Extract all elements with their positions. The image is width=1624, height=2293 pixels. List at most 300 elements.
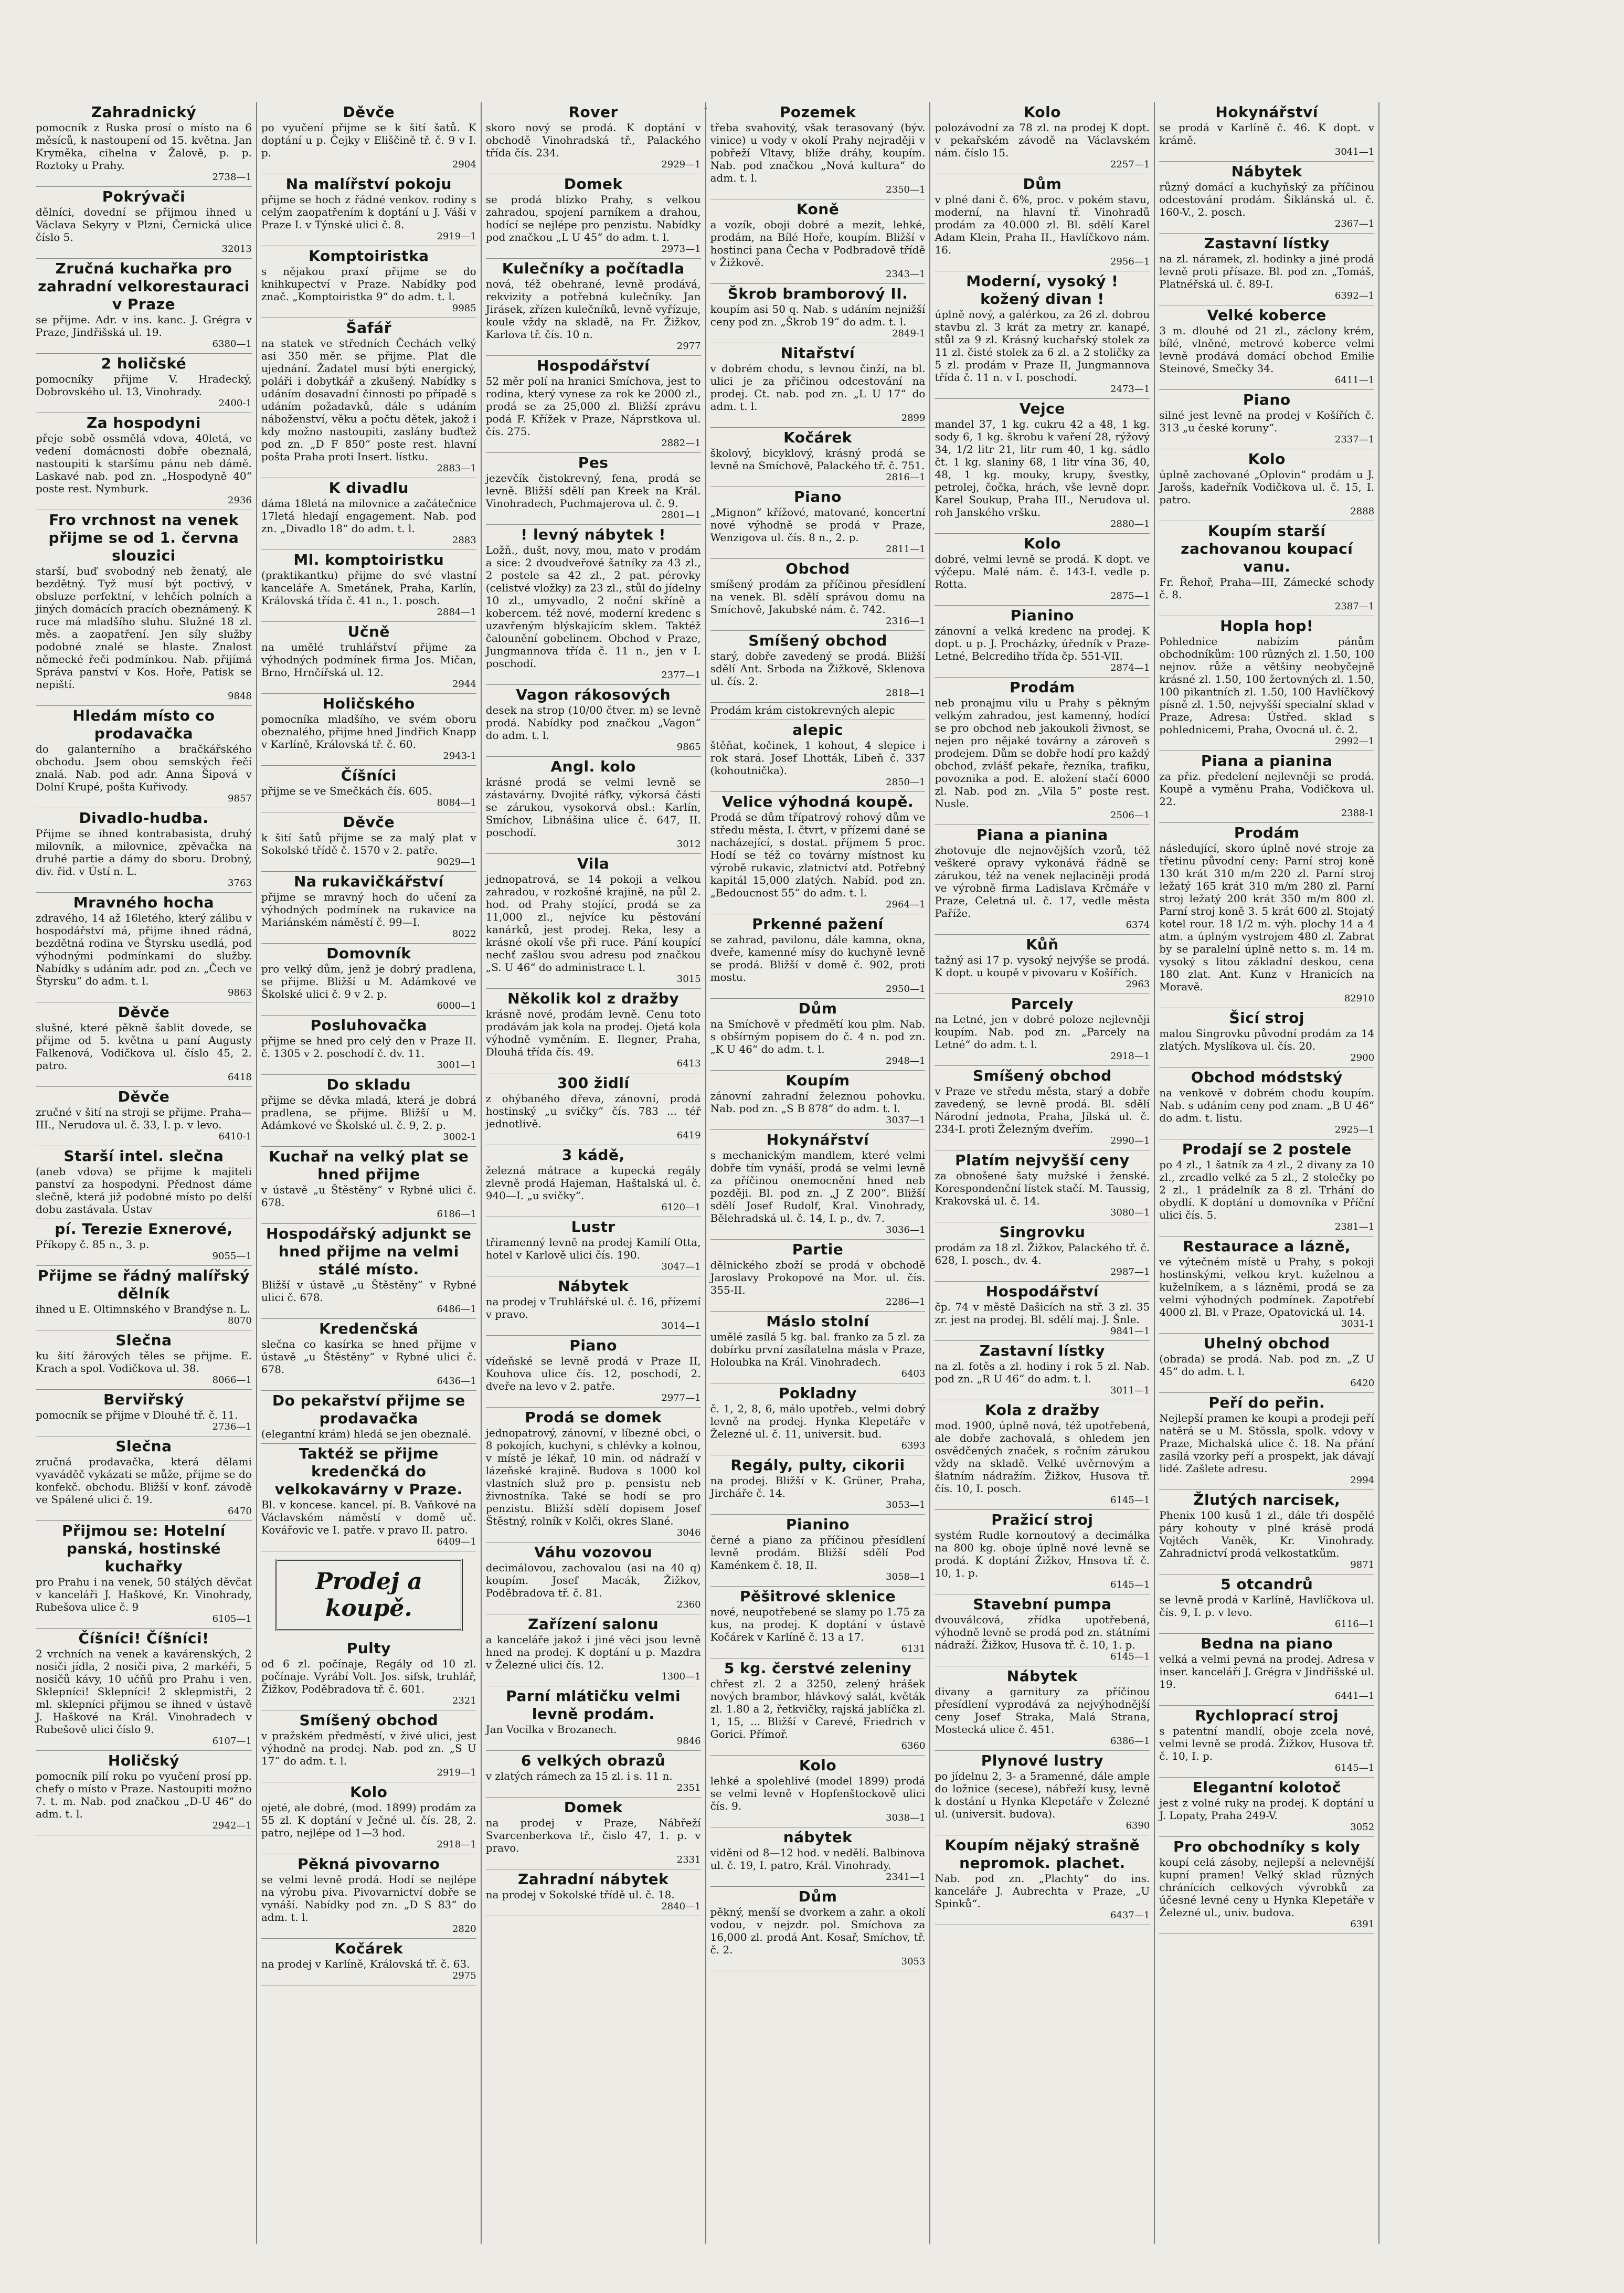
ad-body: velká a velmi pevná na prodej. Adresa v inser. kanceláři J. Grégra v Jindřišské ul. 19. bbox=[1159, 1653, 1375, 1690]
ad-body: Bl. v koncese. kancel. pí. B. Vaňkové na Václavském náměstí v domě uč. Kovářovic ve I. patře. v pravo II. patro. bbox=[261, 1498, 476, 1536]
ad-code: 2880—1 bbox=[1110, 519, 1150, 530]
ad-headline: Vila bbox=[577, 855, 610, 872]
ad-headline: Singrovku bbox=[999, 1223, 1086, 1241]
ad-code: 2351 bbox=[676, 1782, 701, 1793]
classified-ad bbox=[486, 1751, 701, 1798]
ad-body: na Smíchově v předmětí kou plm. Nab. s obšírným popisem do č. 4 n. pod zn. „K U 46“ do adm. t. l. bbox=[710, 1018, 926, 1055]
ad-body: dvouválcová, zřídka upotřebená, výhodně levně se prodá pod zn. státními nádraží. Žižkov, Husova tř. č. 10, 1. p. bbox=[935, 1613, 1150, 1651]
ad-headline: Kolo bbox=[1023, 535, 1061, 552]
classified-ad bbox=[261, 174, 476, 246]
ad-body: ihned u E. Oltimnského v Brandýse n. L. bbox=[36, 1303, 250, 1315]
ad-body: tažný asi 17 p. vysoký nejvýše se prodá. K dopt. u koupě v pivovaru v Košířích. bbox=[935, 954, 1150, 979]
ad-code: 2801—1 bbox=[661, 510, 701, 521]
ad-headline: Kůň bbox=[1026, 936, 1059, 953]
ad-headline: Regály, pulty, cikorii bbox=[730, 1456, 905, 1474]
ad-body: Phenix 100 kusů 1 zl., dále tři dospělé páry kohouty v plné krásě prodá Vojtěch Vaněk, Kr. Vinohrady. Zahradnictví prodá velkostatkům. bbox=[1159, 1509, 1375, 1559]
ad-code: 2360 bbox=[676, 1599, 701, 1610]
ad-code: 8066—1 bbox=[212, 1375, 252, 1386]
ad-code: 2944 bbox=[452, 679, 476, 690]
classified-ad bbox=[1159, 1706, 1374, 1778]
ad-body: pro Prahu i na venek, 50 stálých děvčat v kanceláři J. Haškové, Kr. Vinohrady, Rubešova ulice č. 9 bbox=[36, 1576, 252, 1613]
ad-headline: Hledám místo co prodavačka bbox=[72, 707, 215, 742]
ad-headline: Slečna bbox=[115, 1332, 172, 1349]
ad-code: 2936 bbox=[228, 495, 252, 506]
ad-body: ojeté, ale dobré, (mod. 1899) prodám za 55 zl. K doptání v Ječné ul. čís. 28, 2. patro, nejlépe od 1—3 hod. bbox=[261, 1801, 476, 1839]
classified-ad bbox=[1159, 1778, 1374, 1837]
ad-headline: Fro vrchnost na venek přijme se od 1. června slouzici bbox=[48, 511, 239, 564]
classified-ad bbox=[935, 1400, 1150, 1510]
ad-code: 2337—1 bbox=[1334, 434, 1375, 445]
classified-ad bbox=[261, 694, 476, 766]
ad-headline: Prodají se 2 postele bbox=[1182, 1140, 1352, 1158]
classified-ad bbox=[36, 1087, 252, 1146]
classified-ad bbox=[261, 1224, 476, 1319]
ad-code: 6411—1 bbox=[1334, 375, 1375, 386]
ad-code: 2736—1 bbox=[212, 1421, 252, 1432]
ad-code: 2257—1 bbox=[1110, 159, 1150, 170]
classified-ad bbox=[486, 989, 701, 1073]
ad-headline: Koupím bbox=[786, 1072, 850, 1089]
ad-code: 2884—1 bbox=[437, 607, 476, 618]
classified-ad bbox=[1159, 521, 1374, 616]
classified-ad bbox=[1159, 1237, 1374, 1334]
ad-code: 2849-1 bbox=[892, 328, 926, 339]
ad-headline: Pokrývači bbox=[102, 188, 186, 205]
ad-body: třiramenný levně na prodej Kamilí Otta, hotel v Karlově ulici čís. 190. bbox=[485, 1236, 701, 1261]
ad-code: 2888 bbox=[1350, 506, 1375, 517]
ad-headline: Smíšený obchod bbox=[299, 1711, 439, 1729]
classified-ad bbox=[935, 1341, 1150, 1400]
ad-body: na prodej v Praze, Nábřeží Svarcenberkova tř., čislo 47, 1. p. v pravo. bbox=[485, 1816, 701, 1854]
ad-body: slečna co kasírka se hned přijme v ústavě „u Štěstěny“ v Rybné ulici č. 678. bbox=[261, 1338, 476, 1376]
ad-headline: Koně bbox=[796, 200, 840, 218]
classified-ad bbox=[710, 1455, 926, 1515]
ad-headline: nábytek bbox=[783, 1829, 853, 1846]
ad-body: po vyučení přijme se k šití šatů. K doptání u p. Čejky v Eliščině tř. č. 9 v I. p. bbox=[261, 121, 476, 159]
ad-body: různý domácí a kuchyňský za příčinou odcestování prodám. Šiklánská ul. č. 160-V., 2. posch. bbox=[1159, 181, 1375, 218]
ad-headline: Kuchař na velký plat se hned přijme bbox=[269, 1148, 469, 1183]
classified-ad bbox=[935, 1751, 1150, 1835]
ad-code: 3080—1 bbox=[1110, 1207, 1150, 1218]
ad-headline: Angl. kolo bbox=[550, 758, 636, 775]
classified-ad bbox=[935, 825, 1150, 935]
classified-ad bbox=[36, 1390, 252, 1436]
ad-code: 2506—1 bbox=[1110, 810, 1150, 821]
ad-headline: Děvče bbox=[118, 1003, 170, 1021]
ad-headline: Kočárek bbox=[783, 429, 852, 446]
classified-ad bbox=[36, 1521, 252, 1629]
ad-code: 3052 bbox=[1350, 1822, 1375, 1833]
ad-code: 2943-1 bbox=[443, 751, 476, 762]
classified-ad bbox=[261, 1391, 476, 1444]
classified-ad bbox=[261, 102, 476, 174]
ad-headline: Kolo bbox=[1248, 450, 1286, 468]
ad-headline: Pěkná pivovarno bbox=[298, 1855, 440, 1873]
ad-headline: Vagon rákosových bbox=[516, 686, 671, 703]
ad-headline: Pokladny bbox=[778, 1385, 857, 1402]
classified-ad bbox=[710, 631, 926, 703]
ad-headline: Domovník bbox=[326, 945, 411, 962]
ad-body: třeba svahovitý, však terasovaný (býv. vinice) u vody v okolí Prahy nejraději v pobřeží Vltavy, blíže dráhy, koupím. Nab. pod značkou „Nová kultura“ do adm. t. l. bbox=[710, 121, 926, 184]
ad-code: 2377—1 bbox=[661, 670, 701, 681]
ad-body: lehké a spolehlivé (model 1899) prodá se velmi levně v Hopfenštockově ulici čís. 9. bbox=[710, 1774, 926, 1812]
ad-body: silné jest levně na prodej v Košířích č. 313 „u české koruny“. bbox=[1159, 409, 1375, 434]
ad-code: 2840—1 bbox=[661, 1901, 701, 1912]
ad-headline: Zastavní lístky bbox=[979, 1342, 1106, 1359]
ad-headline: Číšníci bbox=[341, 767, 397, 784]
ad-body: zhotovuje dle nejnovějších vzorů, též veškeré opravy vykonává řádně se zárukou, též na venek nejlaciněji prodá ve výrobně firma Ladislava Krčmáře v Praze, Celetná ul. č. 17, vedle města Paříže. bbox=[935, 844, 1150, 920]
classified-ad bbox=[710, 559, 926, 631]
column-5 bbox=[929, 102, 1154, 2244]
ad-body: se levně prodá v Karlíně, Havlíčkova ul. čís. 9, I. p. v levo. bbox=[1159, 1593, 1375, 1619]
ad-code: 6409—1 bbox=[437, 1536, 476, 1547]
classified-ad bbox=[486, 259, 701, 356]
ad-code: 9055—1 bbox=[212, 1251, 252, 1262]
ad-headline: Nitařství bbox=[780, 344, 855, 362]
ad-code: 3001—1 bbox=[437, 1060, 476, 1071]
ad-body: v plné dani č. 6%, proc. v pokém stavu, moderní, na hlavní tř. Vinohradů prodám za 40.000 zl. Bl. sdělí Karel Adam Klein, Praha II., Havlíčkovo nám. 16. bbox=[935, 193, 1150, 256]
classified-ad bbox=[486, 1276, 701, 1336]
ad-body: mod. 1900, úplně nová, též upotřebená, ale dobře zachovalá, s ohledem jen osvědčených značek, s ročním zárukou vždy na skladě. Velké uvěrnovým a šlatním nádražím. Žižkov, Husova tř. čís. 10, I. posch. bbox=[935, 1419, 1150, 1495]
ad-code: 6145—1 bbox=[1110, 1651, 1150, 1662]
ad-code: 2367—1 bbox=[1334, 218, 1375, 229]
classified-ad bbox=[36, 893, 252, 1002]
ad-code: 2321 bbox=[452, 1695, 476, 1706]
ad-headline: Domek bbox=[564, 175, 623, 193]
classified-ad bbox=[261, 1854, 476, 1939]
ad-body: Příkopy č. 85 n., 3. p. bbox=[36, 1238, 150, 1251]
classified-ad bbox=[1159, 162, 1374, 234]
ad-body: zručná prodavačka, která dělami vyaváděč vykázati se může, přijme se do konfekč. obchodu. Bližší v konf. závodě ve Spálené ulici č. 19. bbox=[36, 1455, 252, 1506]
ad-code: 6413 bbox=[676, 1058, 701, 1069]
ad-headline: Hokynářství bbox=[1215, 103, 1319, 121]
ad-headline: Nábytek bbox=[558, 1277, 629, 1295]
ad-body: následující, skoro úplně nové stroje za třetinu původní ceny: Parní stroj koně 130 krát 310 m/m 220 zl. Parní stroj ležatý 165 krát 310 m/m 280 zl. Parní stroj ležatý 200 krát 350 m/m 800 zl. Parní stroj koně 3. 5 krát 600 zl. Stojatý kotel rour. 18 1/2 m. výh. plochy 14 a 4 atm. a úplným vystrojem 480 zl. Zabrat by se paralelní úplně netto s. m. 14 m. vysoký s litou základní deskou, cena 180 zlat. Ant. Kunz v Hranicích na Moravě. bbox=[1159, 842, 1375, 993]
ad-code: 2987—1 bbox=[1110, 1266, 1150, 1277]
ad-headline: Piana a pianina bbox=[976, 826, 1108, 843]
ad-code: 6470 bbox=[228, 1506, 252, 1517]
ad-code: 3038—1 bbox=[886, 1812, 926, 1823]
ad-headline: Hokynářství bbox=[766, 1131, 869, 1148]
ad-headline: Rover bbox=[568, 103, 618, 121]
ad-code: 2883—1 bbox=[437, 463, 476, 474]
ad-headline: Dům bbox=[798, 1000, 837, 1017]
classified-ad bbox=[1159, 305, 1374, 390]
ad-body: do galanterního a bračkářského obchodu. Jsem obou semských řečí znalá. Nab. pod adr. Anna Šipová v Dolní Krupé, pošta Kuřivody. bbox=[36, 743, 252, 793]
ad-body: starší, buď svobodný neb ženatý, ale bezdětný. Tyž musí být poctivý, v obsluze perfektní, v lehčích polních a jiných domácích pracích obeznámený. K ruce má mladšího sluhu. Služné 18 zl. měs. a zaopatření. Jen síly služby podobné znalé se hlaste. Znalost německé řeči podmínkou. Nab. přijímá Správa panství v Kos. Hoře, Patisk se nepiští. bbox=[36, 565, 252, 691]
ad-body: úplně zachované „Oplovin“ prodám u J. Jarošs, kadeřník Vodičkova ul. č. 15, I. patro. bbox=[1159, 468, 1375, 506]
classified-ad bbox=[486, 453, 701, 525]
classified-ad bbox=[486, 1542, 701, 1614]
column-3 bbox=[481, 102, 705, 2244]
ad-headline: Piano bbox=[794, 488, 842, 505]
classified-ad bbox=[935, 935, 1150, 994]
ad-body: na zl. fotěs a zl. hodiny i rok 5 zl. Nab. pod zn. „R U 46“ do adm. t. l. bbox=[935, 1360, 1150, 1385]
classified-ad bbox=[36, 102, 252, 187]
ad-body: štěňat, kočinek, 1 kohout, 4 slepice i rok stará. Josef Lhották, Libeň č. 337 (kohoutnička). bbox=[710, 739, 926, 777]
column-4 bbox=[705, 102, 930, 2244]
ad-body: železná mátrace a kupecká regály zlevně prodá Hajeman, Haštalská ul. č. 940—I. „u svičky“. bbox=[485, 1164, 701, 1202]
section-banner bbox=[275, 1559, 463, 1631]
ad-code: 2874—1 bbox=[1110, 662, 1150, 673]
ad-body: s mechanickým mandlem, které velmi dobře tím vynáší, prodá se velmi levně za příčinou onemocnění hned neb později. Bl. pod zn. „J Z 200“. Bližší sdělí Josef Rudolf, Kral. Vinohrady, Bělehradská ul. č. 14, I. p., dv. 7. bbox=[710, 1149, 926, 1224]
ad-body: přijme se ve Smečkách čís. 605. bbox=[261, 785, 432, 797]
ad-headline: Pozemek bbox=[779, 103, 856, 121]
ad-headline: Piano bbox=[1243, 391, 1291, 408]
ad-code: 6380—1 bbox=[212, 339, 252, 350]
classified-ad bbox=[1159, 390, 1374, 449]
ad-headline: Do skladu bbox=[326, 1076, 411, 1093]
classified-ad bbox=[261, 246, 476, 318]
ad-code: 2381—1 bbox=[1334, 1221, 1375, 1232]
ad-code: 2816—1 bbox=[886, 472, 926, 483]
ad-headline: Velké koberce bbox=[1207, 307, 1326, 324]
ad-body: v pražském předměstí, v živé ulici, jest výhodně na prodej. Nab. pod zn. „S U 17“ do adm. t. l. bbox=[261, 1729, 476, 1767]
classified-ad bbox=[486, 757, 701, 854]
classified-ad bbox=[36, 1219, 252, 1266]
ad-headline: Šicí stroj bbox=[1229, 1009, 1304, 1027]
ad-body: pěkný, menší se dvorkem a zahr. a okolí vodou, v nejzdr. pol. Smíchova za 16,000 zl. prodá Ant. Kosař, Smíchov, tř. č. 2. bbox=[710, 1906, 926, 1956]
ad-code: 6145—1 bbox=[1334, 1762, 1375, 1773]
ad-code: 3002-1 bbox=[443, 1132, 476, 1143]
ad-body: 52 měr polí na hranici Smíchova, jest to rodina, který vynese za rok ke 2000 zl., prodá se za 25,000 zl. Bližší zprávu podá F. Křížek v Praze, Náprstkova ul. čís. 275. bbox=[485, 375, 701, 438]
ad-headline: Taktéž se přijme kredenčká do velkokavárny v Praze. bbox=[274, 1445, 463, 1498]
ad-body: se zahrad, pavilonu, dále kamna, okna, dveře, kamenné mísy do kuchyně levně se prodá. Bližší v domě č. 902, proti mostu. bbox=[710, 933, 926, 984]
ad-headline: Prodá se domek bbox=[525, 1409, 662, 1426]
ad-code: 6436—1 bbox=[437, 1376, 476, 1387]
ad-code: 2331 bbox=[676, 1854, 701, 1865]
ad-body: po 4 zl., 1 šatník za 4 zl., 2 divany za 10 zl., zrcadlo velké za 5 zl., 2 stolečky po 2 zl., 1 prádelník za 8 zl. Trhání do obydlí. K doptání u domovníka v Příční ulici čís. 5. bbox=[1159, 1158, 1375, 1221]
classified-ad bbox=[261, 1710, 476, 1782]
ad-code: 2948—1 bbox=[886, 1055, 926, 1066]
ad-body: černé a piano za příčinou přesídlení levně prodám. Bližší sdělí Pod Kaménkem č. 18, II. bbox=[710, 1534, 926, 1571]
classified-ad bbox=[36, 706, 252, 808]
ad-headline: Posluhovačka bbox=[310, 1017, 427, 1034]
ad-body: koupím asi 50 q. Nab. s udáním nejnižší ceny pod zn. „Škrob 19“ do adm. t. l. bbox=[710, 303, 926, 328]
ad-code: 1300—1 bbox=[661, 1671, 701, 1682]
classified-ad bbox=[261, 1147, 476, 1224]
ad-body: na Letné, jen v dobré poloze nejlevněji koupím. Nab. pod zn. „Parcely na Letné“ do adm. t. l. bbox=[935, 1013, 1150, 1051]
ad-code: 3015 bbox=[676, 974, 701, 985]
ad-code: 3053—1 bbox=[886, 1499, 926, 1510]
ad-code: 3041—1 bbox=[1334, 146, 1375, 157]
ad-headline: Prodám bbox=[1234, 824, 1300, 841]
classified-ad bbox=[935, 534, 1150, 606]
ad-code: 6403 bbox=[901, 1368, 926, 1379]
ad-body: Prodá se dům třípatrový rohový dům ve středu města, I. čtvrt, v přízemi dané se nacházející, s dostat. příjmem 5 proc. Hodí se též co továrny místnost ku výrobě rukavic, zlatnictví atd. Potřebný kapitál 15,000 zlatých. Nabíd. pod zn. „Bedoucnost 55“ do adm. t. l. bbox=[710, 811, 926, 899]
ad-body: se přijme. Adr. v ins. kanc. J. Grégra v Praze, Jindřišská ul. 19. bbox=[36, 313, 252, 339]
ad-headline: 6 velkých obrazů bbox=[521, 1752, 666, 1769]
classified-ad bbox=[486, 1798, 701, 1869]
classified-ad bbox=[710, 428, 926, 487]
ad-code: 8070 bbox=[228, 1315, 252, 1326]
classified-ad bbox=[261, 622, 476, 694]
classified-ad bbox=[710, 720, 926, 792]
classified-ad bbox=[1159, 1837, 1374, 1934]
ad-code: 3058—1 bbox=[886, 1571, 926, 1582]
ad-body: jednopatrový, zánovní, v líbezné obci, o 8 pokojích, kuchyni, s chlévky a kolnou, v místě je lékař, 10 min. od nádraží v lázeňské krajině. Budova s 1000 kol vlastních služ pro p. pensistu neb živnostníka. Také se hodí se pro penzistu. Bližší sdělí dopisem Josef Štěstný, rolník v Kolči, okres Slané. bbox=[485, 1426, 701, 1527]
ad-code: 6390 bbox=[1126, 1820, 1150, 1831]
ad-body: ku šití žárových těles se přijme. E. Krach a spol. Vodičkova ul. 38. bbox=[36, 1349, 252, 1375]
ad-code: 9857 bbox=[228, 793, 252, 804]
classified-ad bbox=[935, 1282, 1150, 1341]
ad-headline: Kolo bbox=[1023, 103, 1061, 121]
ad-headline: Prodej a koupě. bbox=[315, 1568, 422, 1622]
classified-ad bbox=[261, 766, 476, 812]
ad-headline: Děvče bbox=[118, 1088, 170, 1105]
ad-headline: Elegantní kolotoč bbox=[1192, 1779, 1341, 1796]
ad-headline: Mravného hocha bbox=[73, 894, 215, 911]
classified-ad bbox=[36, 187, 252, 259]
column-6 bbox=[1154, 102, 1378, 2244]
ad-body: dobré, velmi levně se prodá. K dopt. ve výčepu. Malé nám. č. 143-I. vedle p. Rotta. bbox=[935, 553, 1150, 590]
classified-ad bbox=[710, 1240, 926, 1312]
ad-body: přijme se hned pro celý den v Praze II. č. 1305 v 2. poschodí č. dv. 11. bbox=[261, 1034, 476, 1060]
ad-headline: Partie bbox=[792, 1241, 844, 1258]
ad-body: pomocníky přijme V. Hradecký, Dobrovského ul. 13, Vinohrady. bbox=[36, 373, 252, 398]
classified-ad bbox=[261, 1639, 476, 1710]
classified-ad bbox=[36, 259, 252, 354]
classified-ad bbox=[486, 356, 701, 453]
ad-headline: Stavební pumpa bbox=[973, 1595, 1112, 1613]
ad-code: 2992—1 bbox=[1334, 736, 1375, 747]
ad-body: (obrada) se prodá. Nab. pod zn. „Z U 45“ do adm. t. l. bbox=[1159, 1352, 1375, 1378]
ad-headline: Šafář bbox=[346, 319, 392, 336]
ad-headline: Berviřský bbox=[103, 1391, 184, 1408]
ad-code: 3046 bbox=[676, 1527, 701, 1538]
ad-body: dělnického zboží se prodá v obchodě Jaroslavy Prokopové na Mor. ul. čís. 355-II. bbox=[710, 1259, 926, 1296]
classified-ad bbox=[935, 994, 1150, 1066]
ad-headline: Kulečníky a počítadla bbox=[502, 260, 685, 277]
ad-headline: Parní mlátičku velmi levně prodám. bbox=[506, 1687, 681, 1723]
ad-code: 2811—1 bbox=[886, 544, 926, 555]
classified-ad bbox=[935, 399, 1150, 534]
classified-ad bbox=[710, 1827, 926, 1887]
ad-code: 2994 bbox=[1350, 1475, 1375, 1486]
ad-code: 9863 bbox=[228, 987, 252, 998]
ad-headline: Domek bbox=[564, 1799, 623, 1816]
ad-code: 6145—1 bbox=[1110, 1495, 1150, 1506]
classified-ad bbox=[710, 914, 926, 999]
classified-ad bbox=[710, 1515, 926, 1587]
classified-ad bbox=[935, 1510, 1150, 1594]
ad-code: 6116—1 bbox=[1334, 1619, 1375, 1630]
ad-code: 6393 bbox=[901, 1440, 926, 1451]
ad-body: prodám za 18 zl. Žižkov, Palackého tř. č. 628, I. posch., dv. 4. bbox=[935, 1241, 1150, 1266]
classified-ad bbox=[1159, 234, 1374, 305]
column-7 bbox=[1378, 102, 1603, 2244]
ad-code: 2963 bbox=[1126, 979, 1150, 990]
classified-ad bbox=[36, 354, 252, 413]
ad-body: malou Singrovku původní prodám za 14 zlatých. Myslíkova ul. čís. 20. bbox=[1159, 1027, 1375, 1052]
ad-body: krásné prodá se velmi levně se zástavárny. Dvojité ráfky, výkorsá části se zárukou, vysokorvá obsl.: Karlín, Smíchov, Libnášina ulice č. 647, II. poschodí. bbox=[485, 776, 701, 839]
classified-ad bbox=[710, 487, 926, 559]
ad-code: 3763 bbox=[228, 878, 252, 889]
ad-code: 2975 bbox=[452, 1970, 476, 1981]
ad-body: jezevčík čistokrevný, fena, prodá se levně. Bližší sdělí pan Kreek na Král. Vinohradech, Puchmajerova ul. č. 9. bbox=[485, 472, 701, 510]
ad-code: 32013 bbox=[221, 244, 252, 255]
classified-ad bbox=[261, 872, 476, 944]
ad-headline: Zařízení salonu bbox=[528, 1615, 659, 1633]
ad-code: 2820 bbox=[452, 1924, 476, 1935]
ad-code: 3011—1 bbox=[1110, 1385, 1150, 1396]
ad-headline: Velice výhodná koupě. bbox=[721, 793, 914, 810]
ad-headline: Nábytek bbox=[1006, 1667, 1078, 1685]
ad-code: 6145—1 bbox=[1110, 1579, 1150, 1590]
ad-code: 6392—1 bbox=[1334, 290, 1375, 301]
ad-body: přeje sobě ossmělá vdova, 40letá, ve vedení domácnosti dobře obeznalá, nastoupiti k staršímu pánu neb dámě. Laskavé nab. pod zn. „Hospodyně 40“ poste rest. Nymburk. bbox=[36, 432, 252, 495]
ad-code: 82910 bbox=[1344, 993, 1375, 1004]
classified-ad bbox=[36, 808, 252, 893]
ad-code: 2738—1 bbox=[212, 172, 252, 183]
ad-body: na statek ve středních Čechách velký asi 350 měr. se přijme. Plat dle ujednání. Žadatel musí býti energický, poláři i dobytkář a zkušený. Nabídky s udáním dosavadní činnosti po případě s udáním požadavků, dále s udáním náboženství, věku a počtu dětek, jakož i kdy možno nastoupiti, zaslány buďtež pod zn. „D F 850“ poste rest. hlavní pošta Praha proti Insert. lístku. bbox=[261, 337, 476, 463]
ad-code: 9029—1 bbox=[437, 857, 476, 868]
ad-body: nová, též obehrané, levně prodává, rekvizity a potřebná kulečníky. Jan Jirásek, zřízen kulečníků, levně vyřízuje, koule vždy na skladě, na Fr. Žižkov, Karlova tř. čís. 10 n. bbox=[485, 278, 701, 341]
ad-code: 2942—1 bbox=[212, 1820, 252, 1831]
ad-body: po jídelnu 2, 3- a 5ramenné, dále ample do ložnice (secese), nábřeží kusy, levně k dostání u Hynka Klepetáře v Železné ul. (universit. budova). bbox=[935, 1770, 1150, 1820]
classified-ad bbox=[1159, 449, 1374, 521]
ad-headline: pí. Terezie Exnerové, bbox=[55, 1220, 233, 1238]
ad-body: v ústavě „u Štěstěny“ v Rybné ulici č. 678. bbox=[261, 1184, 476, 1209]
ad-headline: Zahradní nábytek bbox=[518, 1871, 669, 1888]
ad-body: s patentní mandlí, oboje zcela nové, velmi levně se prodá. Žižkov, Husova tř. č. 10, I. p. bbox=[1159, 1725, 1375, 1762]
ad-headline: Přijmou se: Hotelní panská, hostinské kuchařky bbox=[61, 1522, 226, 1575]
ad-body: se velmi levně prodá. Hodí se nejlépe na výrobu piva. Pivovarnictví dobře se vynáší. Nabídky pod zn. „D S 83“ do adm. t. l. bbox=[261, 1873, 476, 1924]
ad-code: 2977—1 bbox=[661, 1392, 701, 1403]
ad-headline: Hospodářství bbox=[537, 357, 650, 374]
classified-ad bbox=[935, 606, 1150, 678]
ad-body: Prodám krám cistokrevných alepic bbox=[710, 704, 895, 716]
ad-code: 6420 bbox=[1350, 1378, 1375, 1389]
classified-ad bbox=[261, 318, 476, 478]
classified-ad bbox=[36, 1751, 252, 1835]
ad-code: 2341—1 bbox=[886, 1872, 926, 1883]
classified-ad bbox=[261, 1444, 476, 1551]
ad-code: 3037—1 bbox=[886, 1115, 926, 1126]
ad-code: 2850—1 bbox=[886, 777, 926, 788]
ad-headline: Rychloprací stroj bbox=[1195, 1707, 1339, 1724]
ad-body: chřest zl. 2 a 3250, zelený hrášek nových brambor, hlávkový salát, květák zl. 1.80 a 2, řetkvičky, rajská jablíčka zl. 1, 15, ... Bližší v Carevé, Friedrich v Gorici. Přímoř. bbox=[710, 1677, 926, 1740]
ad-headline: Dům bbox=[798, 1888, 837, 1905]
ad-headline: Vejce bbox=[1019, 400, 1065, 417]
classified-ad bbox=[710, 1587, 926, 1658]
ad-headline: Škrob bramborový II. bbox=[727, 285, 908, 302]
ad-code: 2882—1 bbox=[661, 438, 701, 449]
classified-ad bbox=[486, 685, 701, 757]
ad-headline: Hospodářský adjunkt se hned přijme na velmi stálé místo. bbox=[266, 1225, 472, 1278]
ad-code: 9865 bbox=[676, 742, 701, 753]
ad-headline: Holičský bbox=[108, 1752, 179, 1769]
ad-body: s nějakou praxí přijme se do knihkupectví v Praze. Nabídky pod znač. „Komptoiristka 9“ do adm. t. l. bbox=[261, 265, 476, 303]
classified-ad bbox=[935, 174, 1150, 271]
ad-code: 6437—1 bbox=[1110, 1910, 1150, 1921]
ad-code: 9871 bbox=[1350, 1559, 1375, 1570]
ad-code: 2977 bbox=[676, 341, 701, 352]
classified-ad bbox=[935, 271, 1150, 399]
ad-headline: Smíšený obchod bbox=[748, 632, 887, 649]
ad-body: umělé zasílá 5 kg. bal. franko za 5 zl. za dobírku první zasílatelna másla v Praze, Holoubka na Král. Vinohradech. bbox=[710, 1330, 926, 1368]
ad-headline: Pěšitrové sklenice bbox=[739, 1588, 896, 1605]
ad-code: 6386—1 bbox=[1110, 1736, 1150, 1747]
ad-code: 2929—1 bbox=[661, 159, 701, 170]
ad-code: 9848 bbox=[228, 691, 252, 702]
classified-ad bbox=[710, 199, 926, 284]
ad-body: přijme se hoch z řádné venkov. rodiny s celým zaopatřením k doptání u J. Váši v Praze I. v Týnské ulici č. 8. bbox=[261, 193, 476, 231]
ad-headline: Kočárek bbox=[334, 1940, 404, 1957]
classified-ad bbox=[261, 1782, 476, 1854]
ad-body: Fr. Řehoř, Praha—III, Zámecké schody č. 8. bbox=[1159, 576, 1375, 601]
ad-headline: Prodám bbox=[1010, 679, 1075, 696]
